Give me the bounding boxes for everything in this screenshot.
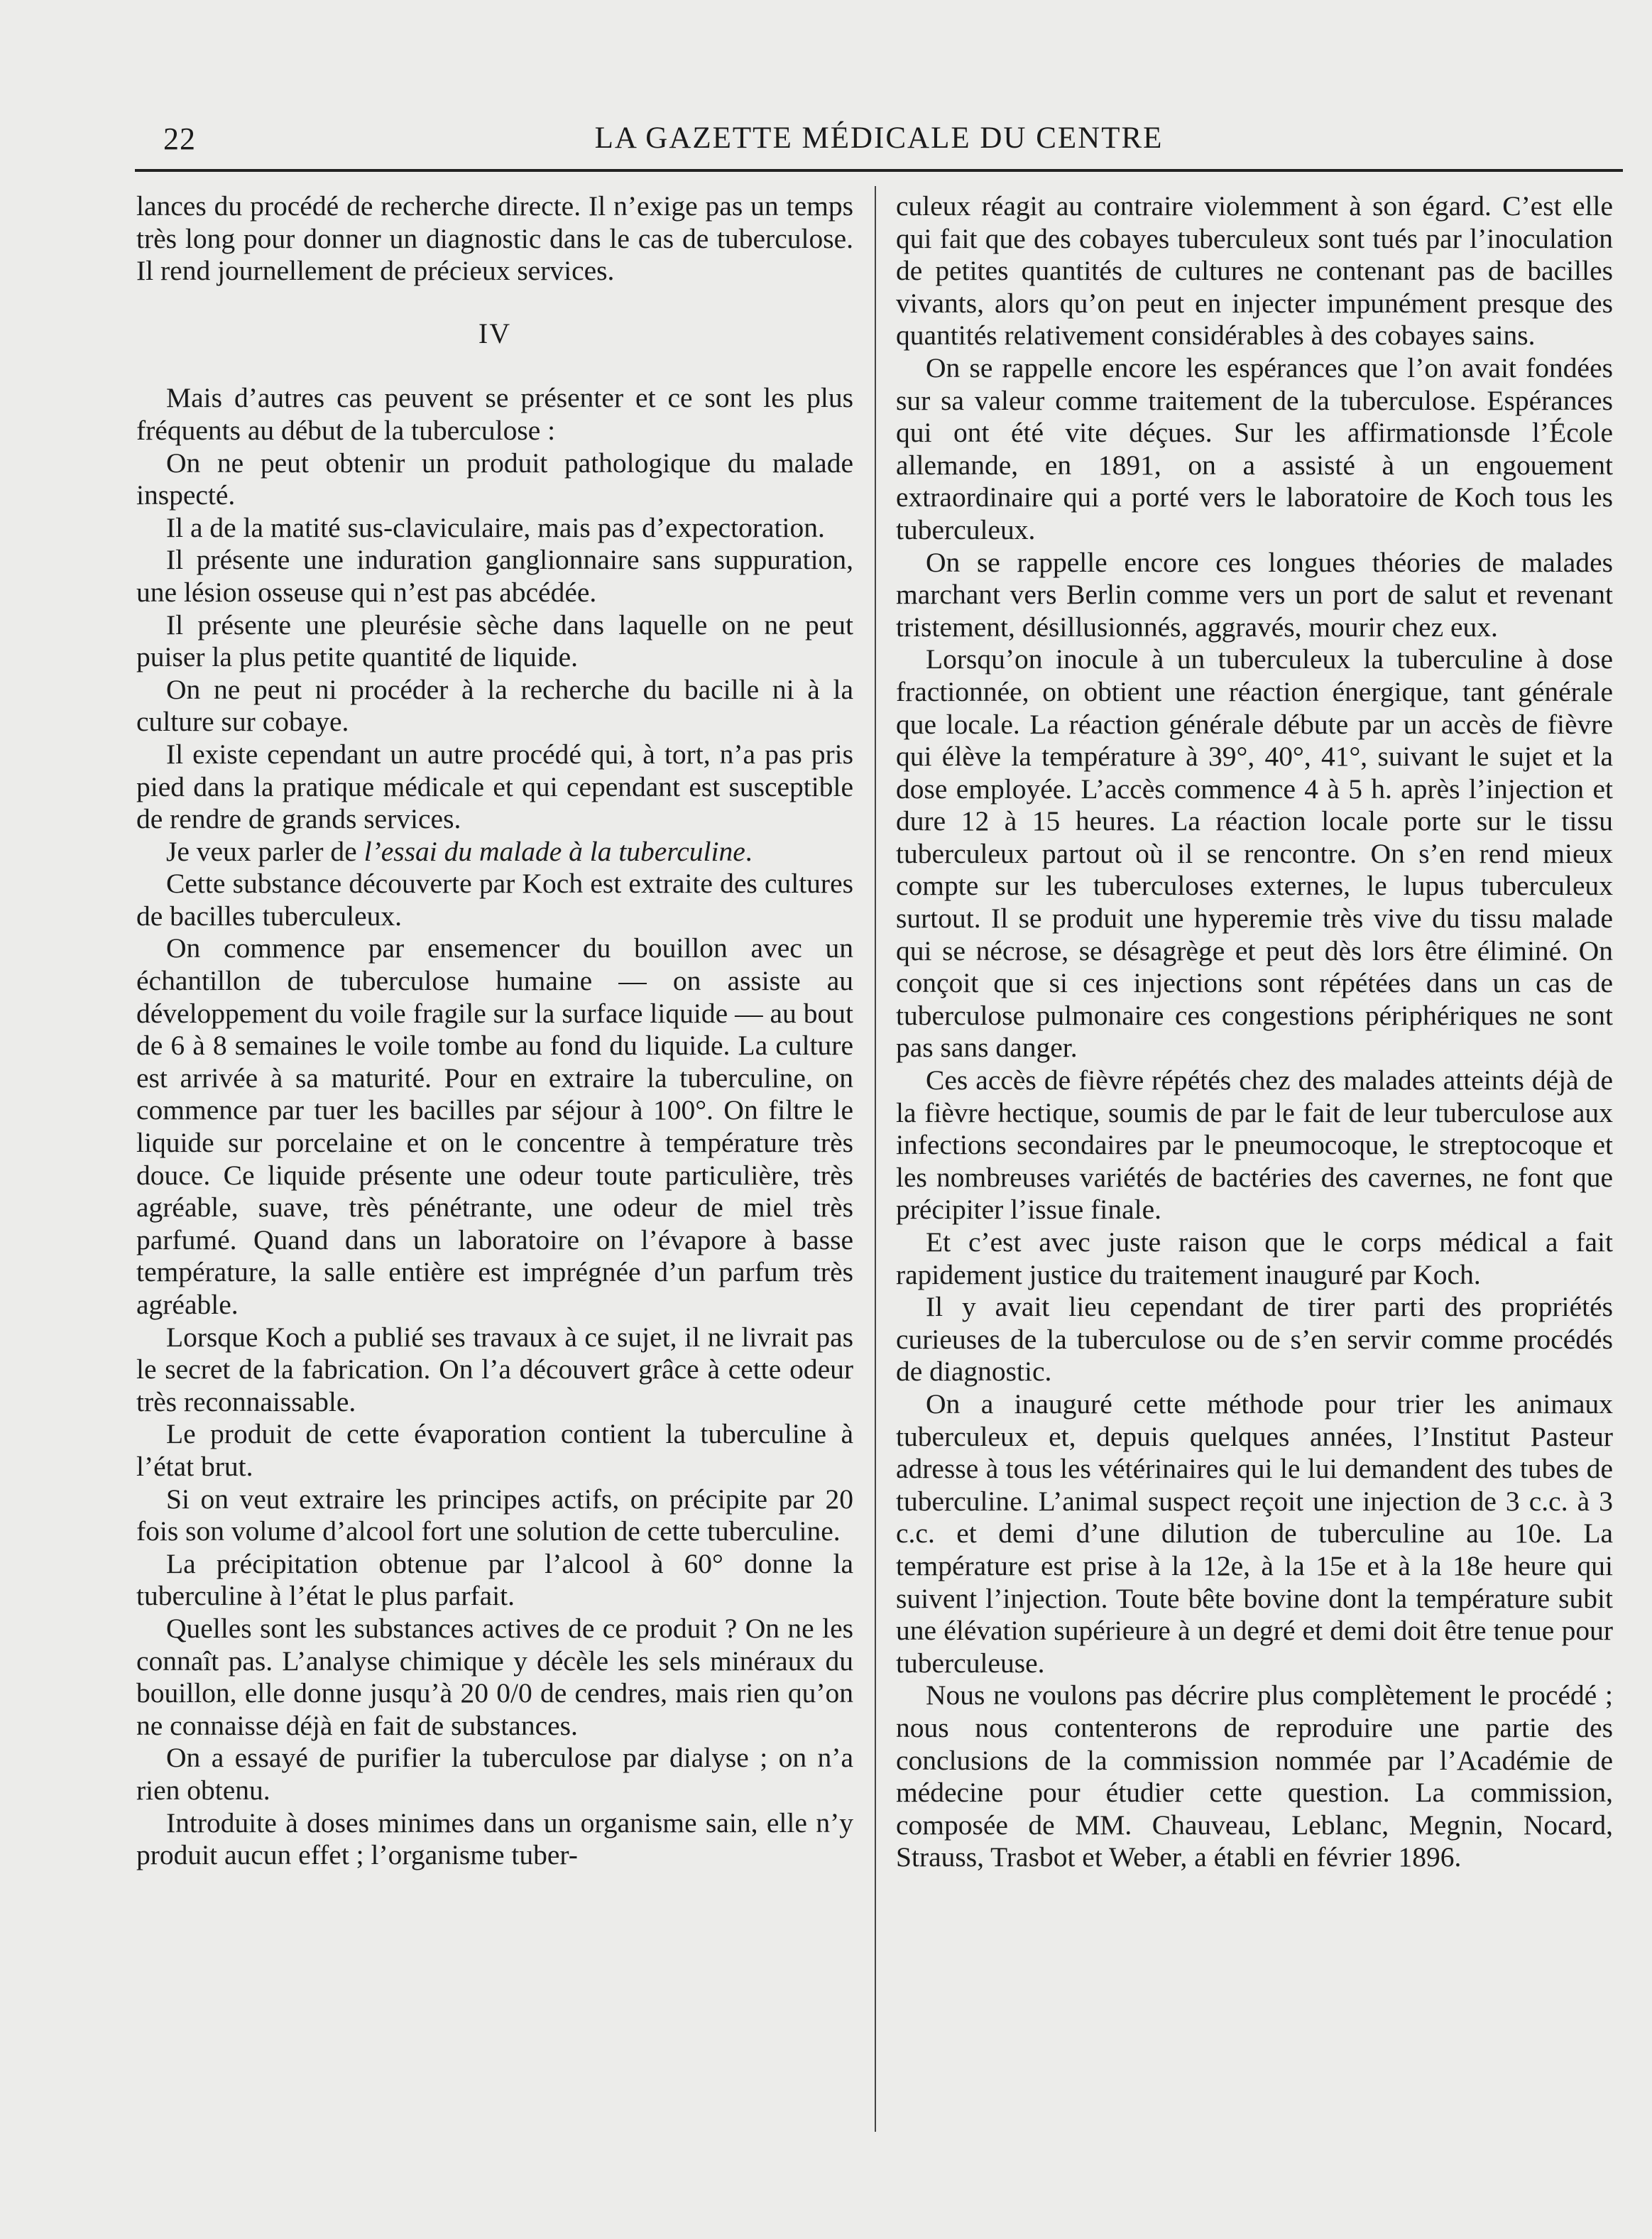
paragraph: Il présente une pleurésie sèche dans laquelle on ne peut puiser la plus petite quantité de liquide.: [136, 609, 853, 673]
column-divider: [875, 186, 876, 2132]
paragraph: On se rappelle encore les espérances que l’on avait fondées sur sa valeur comme traitement de la tuberculose. Espérances qui ont été vite déçues. Sur les affirmationsde l’École allemande, en 1891, on a assisté à un engouement extraordinaire qui a porté vers le laboratoire de Koch tous les tuberculeux.: [896, 352, 1613, 545]
page-number: 22: [163, 121, 196, 156]
paragraph: Il présente une induration ganglionnaire sans suppuration, une lésion osseuse qui n’est pas abcédée.: [136, 544, 853, 608]
paragraph: Quelles sont les substances actives de ce produit ? On ne les connaît pas. L’analyse chimique y décèle les sels minéraux du bouillon, elle donne jusqu’à 20 0/0 de cendres, mais rien qu’on ne connaisse déjà en fait de substances.: [136, 1612, 853, 1741]
paragraph: Introduite à doses minimes dans un organisme sain, elle n’y produit aucun effet ; l’organisme tuber-: [136, 1807, 853, 1871]
paragraph: Et c’est avec juste raison que le corps médical a fait rapidement justice du traitement inauguré par Koch.: [896, 1226, 1613, 1290]
paragraph-end: .: [745, 835, 753, 867]
section-heading: IV: [478, 317, 512, 349]
paragraph: Le produit de cette évaporation contient la tuberculine à l’état brut.: [136, 1418, 853, 1482]
paragraph: La précipitation obtenue par l’alcool à 60° donne la tuberculine à l’état le plus parfait.: [136, 1547, 853, 1612]
paragraph: lances du procédé de recherche directe. Il n’exige pas un temps très long pour donner un diagnostic dans le cas de tuberculose. Il rend journellement de précieux services.: [136, 190, 853, 287]
header-rule: [135, 169, 1623, 172]
paragraph: On ne peut ni procéder à la recherche du bacille ni à la culture sur cobaye.: [136, 673, 853, 738]
right-column: [896, 190, 1613, 1874]
paragraph: Lorsque Koch a publié ses travaux à ce sujet, il ne livrait pas le secret de la fabrication. On l’a découvert grâce à cette odeur très reconnaissable.: [136, 1321, 853, 1417]
paragraph: Il existe cependant un autre procédé qui, à tort, n’a pas pris pied dans la pratique médicale et qui cependant est susceptible de rendre de grands services.: [136, 738, 853, 835]
paragraph: On commence par ensemencer du bouillon avec un échantillon de tuberculose humaine — on assiste au développement du voile fragile sur la surface liquide — au bout de 6 à 8 semaines le voile tombe au fond du liquide. La culture est arrivée à sa maturité. Pour en extraire la tuberculine, on commence par tuer les bacilles par séjour à 100°. On filtre le liquide sur porcelaine et on le concentre à température très douce. Ce liquide présente une odeur toute particulière, très agréable, suave, très pénétrante, une odeur de miel très parfumé. Quand dans un laboratoire on l’évapore à basse température, la salle entière est imprégnée d’un parfum très agréable.: [136, 932, 853, 1320]
left-column: [136, 190, 853, 1872]
paragraph: culeux réagit au contraire violemment à son égard. C’est elle qui fait que des cobayes tuberculeux sont tués par l’inoculation de petites quantités de cultures ne contenant pas de bacilles vivants, alors qu’on peut en injecter impunément presque des quantités relativement considérables à des cobayes sains.: [896, 190, 1613, 352]
paragraph: On a inauguré cette méthode pour trier les animaux tuberculeux et, depuis quelques années, l’Institut Pasteur adresse à tous les vétérinaires qui le lui demandent des tubes de tuberculine. L’animal suspect reçoit une injection de 3 c.c. à 3 c.c. et demi d’une dilution de tuberculine au 10e. La température est prise à la 12e, à la 15e et à la 18e heure qui suivent l’injection. Toute bête bovine dont la température subit une élévation supérieure à un degré et demi doit être tenue pour tuberculeuse.: [896, 1388, 1613, 1679]
paragraph: Lorsqu’on inocule à un tuberculeux la tuberculine à dose fractionnée, on obtient une réaction énergique, tant générale que locale. La réaction générale débute par un accès de fièvre qui élève la température à 39°, 40°, 41°, suivant le sujet et la dose employée. L’accès commence 4 à 5 h. après l’injection et dure 12 à 15 heures. La réaction locale porte sur le tissu tuberculeux partout où il se rencontre. On s’en rend mieux compte sur les tuberculoses externes, le lupus tuberculeux surtout. Il se produit une hyperemie très vive du tissu malade qui se nécrose, se désagrège et peut dès lors être éliminé. On conçoit que si ces injections sont répétées dans un cas de tuberculose pulmonaire ces congestions périphériques ne sont pas sans danger.: [896, 643, 1613, 1064]
paragraph: Cette substance découverte par Koch est extraite des cultures de bacilles tuberculeux.: [136, 868, 853, 932]
paragraph: [136, 836, 853, 868]
paragraph: On se rappelle encore ces longues théories de malades marchant vers Berlin comme vers un port de salut et revenant tristement, désillusionnés, aggravés, mourir chez eux.: [896, 546, 1613, 643]
paragraph: Ces accès de fièvre répétés chez des malades atteints déjà de la fièvre hectique, soumis de par le fait de leur tuberculose aux infections secondaires par le pneumocoque, le streptocoque et les nombreuses variétés de bactéries des cavernes, ne font que précipiter l’issue finale.: [896, 1064, 1613, 1226]
paragraph: Si on veut extraire les principes actifs, on précipite par 20 fois son volume d’alcool fort une solution de cette tuberculine.: [136, 1483, 853, 1547]
running-head: [135, 121, 1623, 162]
paragraph: Nous ne voulons pas décrire plus complètement le procédé ; nous nous contenterons de reproduire une partie des conclusions de la commission nommée par l’Académie de médecine pour étudier cette question. La commission, composée de MM. Chauveau, Leblanc, Megnin, Nocard, Strauss, Trasbot et Weber, a établi en février 1896.: [896, 1679, 1613, 1873]
paragraph-text: Je veux parler de: [166, 835, 364, 867]
paragraph: Mais d’autres cas peuvent se présenter et ce sont les plus fréquents au début de la tuberculose :: [136, 382, 853, 446]
journal-title: LA GAZETTE MÉDICALE DU CENTRE: [594, 121, 1164, 155]
paragraph: Il a de la matité sus-claviculaire, mais pas d’expectoration.: [166, 511, 825, 543]
italic-term: l’essai du malade à la tuberculine: [363, 835, 745, 867]
paragraph: Il y avait lieu cependant de tirer parti des propriétés curieuses de la tuberculose ou de s’en servir comme procédés de diagnostic.: [896, 1291, 1613, 1388]
paragraph: On ne peut obtenir un produit pathologique du malade inspecté.: [136, 447, 853, 511]
paragraph: On a essayé de purifier la tuberculose par dialyse ; on n’a rien obtenu.: [136, 1742, 853, 1806]
